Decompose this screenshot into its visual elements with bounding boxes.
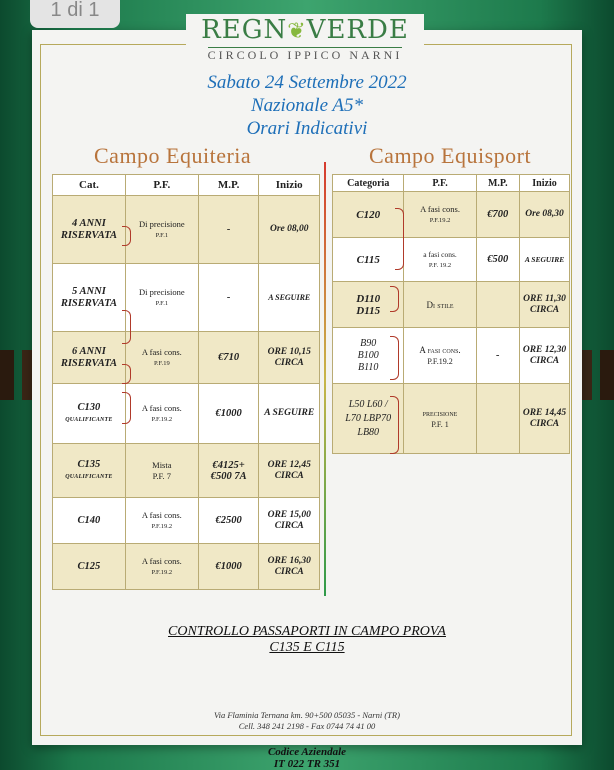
cell-inizio: ORE 12,30 CIRCA (520, 328, 570, 384)
cell-cat: L50 L60 / L70 LBP70 LB80 (333, 384, 404, 454)
cell-cat: C125 (53, 544, 126, 590)
address-line: Via Flaminia Ternana km. 90+500 05035 - Narni (TR) (214, 710, 400, 720)
club-logo (186, 14, 424, 60)
cell-mp: €4125+ €500 7A (198, 444, 259, 498)
cell-inizio: ORE 15,00 CIRCA (259, 498, 320, 544)
table-row (53, 544, 320, 590)
cell-pf: A fasi cons. P.F.19.2 (125, 498, 198, 544)
col-header-cat: Cat. (53, 175, 126, 196)
right-schedule-table (332, 174, 570, 454)
col-header-categoria: Categoria (333, 175, 404, 192)
group-bracket (390, 396, 399, 454)
contact-line: Cell. 348 241 2198 - Fax 0744 74 41 00 (238, 721, 376, 731)
logo-text-right: VERDE (306, 15, 409, 45)
cell-pf: precisione P.F. 1 (404, 384, 476, 454)
cell-cat: 4 ANNI RISERVATA (53, 196, 126, 264)
venue-right-title: Campo Equisport (369, 143, 532, 168)
table-row (333, 328, 570, 384)
table-row (333, 384, 570, 454)
center-divider (324, 162, 326, 596)
table-row (53, 444, 320, 498)
col-header-pf: P.F. (404, 175, 476, 192)
cell-mp: €710 (198, 332, 259, 384)
cell-pf: A fasi cons. P.F.19.2 (404, 328, 476, 384)
cell-mp: - (476, 328, 519, 384)
group-bracket (122, 310, 131, 344)
cell-inizio: ORE 14,45 CIRCA (520, 384, 570, 454)
table-row (53, 498, 320, 544)
cell-cat: C130 QUALIFICANTE (53, 384, 126, 444)
cell-cat: C115 (333, 238, 404, 282)
cell-pf: A fasi cons. P.F.19 (125, 332, 198, 384)
event-date: Sabato 24 Settembre 2022 (207, 72, 407, 93)
cell-pf: Di precisione P.F.1 (125, 264, 198, 332)
cell-mp: €500 (476, 238, 519, 282)
table-row (333, 192, 570, 238)
cell-cat: 5 ANNI RISERVATA (53, 264, 126, 332)
cell-inizio: Ore 08,30 (520, 192, 570, 238)
cell-inizio: ORE 11,30 CIRCA (520, 282, 570, 328)
event-note: Orari Indicativi (246, 118, 368, 139)
cell-inizio: A SEGUIRE (259, 384, 320, 444)
group-bracket (390, 286, 399, 312)
cell-mp (476, 282, 519, 328)
notice-line-2: C135 E C115 (269, 640, 345, 655)
group-bracket (122, 392, 131, 424)
cell-mp: - (198, 264, 259, 332)
logo-subtitle: CIRCOLO IPPICO NARNI (207, 48, 403, 62)
table-row (53, 264, 320, 332)
col-header-inizio: Inizio (259, 175, 320, 196)
cell-cat: 6 ANNI RISERVATA (53, 332, 126, 384)
col-header-pf: P.F. (125, 175, 198, 196)
cell-inizio: ORE 12,45 CIRCA (259, 444, 320, 498)
col-header-mp: M.P. (476, 175, 519, 192)
cell-inizio: Ore 08,00 (259, 196, 320, 264)
cell-pf: A fasi cons. P.F.19.2 (404, 192, 476, 238)
col-header-mp: M.P. (198, 175, 259, 196)
venue-left-title: Campo Equiteria (94, 143, 252, 168)
cell-pf: A fasi cons. P.F.19.2 (125, 384, 198, 444)
passport-control-notice (32, 624, 582, 656)
table-row (53, 384, 320, 444)
cell-pf: A fasi cons. P.F.19.2 (125, 544, 198, 590)
notice-line-1: CONTROLLO PASSAPORTI IN CAMPO PROVA (168, 624, 446, 639)
cell-inizio: ORE 10,15 CIRCA (259, 332, 320, 384)
cell-cat: D110 D115 (333, 282, 404, 328)
cell-inizio: ORE 16,30 CIRCA (259, 544, 320, 590)
cell-cat: C140 (53, 498, 126, 544)
table-row (53, 332, 320, 384)
leaf-icon: ❦ (287, 19, 307, 44)
cell-inizio: A SEGUIRE (520, 238, 570, 282)
table-header-row (333, 175, 570, 192)
cell-cat: B90 B100 B110 (333, 328, 404, 384)
group-bracket (395, 208, 404, 270)
event-title: Nazionale A5* (250, 95, 364, 116)
club-address (32, 710, 582, 732)
cell-pf: Di precisione P.F.1 (125, 196, 198, 264)
cell-pf: Mista P.F. 7 (125, 444, 198, 498)
cell-pf: Di stile (404, 282, 476, 328)
cell-mp: €1000 (198, 384, 259, 444)
table-row (333, 238, 570, 282)
company-code-label: Codice Aziendale (267, 746, 347, 758)
cell-mp: €700 (476, 192, 519, 238)
col-header-inizio: Inizio (520, 175, 570, 192)
page-indicator: 1 di 1 (30, 0, 120, 28)
document-sheet (32, 15, 582, 745)
group-bracket (390, 336, 399, 380)
left-strap-end (0, 350, 14, 400)
company-code-value: IT 022 TR 351 (273, 758, 341, 770)
logo-text-left: REGN (201, 15, 288, 45)
cell-inizio: A SEGUIRE (259, 264, 320, 332)
cell-mp: €2500 (198, 498, 259, 544)
cell-cat: C120 (333, 192, 404, 238)
left-schedule-table (52, 174, 320, 590)
cell-pf: a fasi cons. P.F. 19.2 (404, 238, 476, 282)
cell-mp: - (198, 196, 259, 264)
table-row (53, 196, 320, 264)
table-row (333, 282, 570, 328)
company-code (0, 746, 614, 770)
group-bracket (122, 364, 131, 384)
table-header-row (53, 175, 320, 196)
cell-cat: C135 QUALIFICANTE (53, 444, 126, 498)
right-strap-end (600, 350, 614, 400)
group-bracket (122, 226, 131, 246)
cell-mp: €1000 (198, 544, 259, 590)
cell-mp (476, 384, 519, 454)
